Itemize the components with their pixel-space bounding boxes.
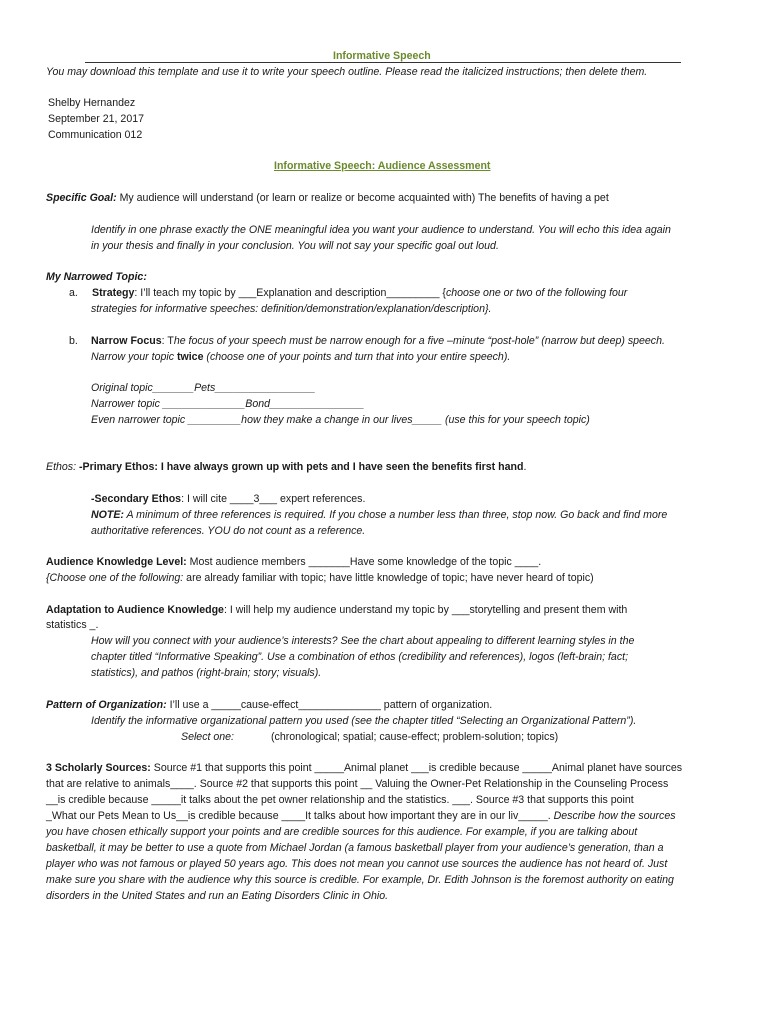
audience-knowledge-options: {Choose one of the following: are already familiar with topic; have little knowledge of topic; have never heard of topic) [46, 572, 594, 584]
sources-note-3: player who was not famous or played 50 years ago. This does not mean you cannot use sources the audience has not heard of. Just [46, 858, 668, 870]
adaptation-label: Adaptation to Audience Knowledge [46, 604, 224, 616]
secondary-ethos-line [91, 491, 365, 507]
audience-knowledge-label: Audience Knowledge Level: [46, 556, 187, 568]
audience-knowledge-text: Most audience members _______Have some knowledge of the topic ____. [186, 556, 542, 568]
sources-note-1: you have chosen ethically support your points and are credible sources for this audience. For example, if you are talking about [46, 826, 638, 838]
pattern-text: I’ll use a _____cause-effect______________ pattern of organization. [166, 699, 493, 711]
specific-goal [46, 190, 609, 206]
document-title: Informative Speech [333, 50, 431, 62]
list-marker-b: b. [69, 335, 78, 347]
primary-ethos: -Primary Ethos: I have always grown up with pets and I have seen the benefits first hand [76, 461, 524, 473]
sources-line-1: 3 Scholarly Sources: Source #1 that supports this point _____Animal planet ___is credible because _____Animal planet have sources [46, 762, 683, 774]
pattern-options: (chronological; spatial; cause-effect; problem-solution; topics) [271, 731, 559, 743]
goal-instruction-line-1: Identify in one phrase exactly the ONE meaningful idea you want your audience to understand. You will echo this idea again [91, 224, 671, 236]
pattern-note: Identify the informative organizational pattern you used (see the chapter titled “Selecting an Organizational Pattern”). [91, 715, 637, 727]
audience-knowledge-line [46, 554, 541, 570]
original-topic: Original topic_______Pets_________________ [91, 382, 316, 394]
strategy-label: Strategy [92, 287, 135, 299]
narrow-focus-label: Narrow Focus [91, 335, 162, 347]
pattern-label: Pattern of Organization: [46, 699, 167, 711]
specific-goal-label: Specific Goal: [46, 192, 117, 204]
adaptation-note-2: chapter titled “Informative Speaking”. Use a combination of ethos (credibility and references), logos (left-brain; fact; [91, 651, 629, 663]
goal-instruction-line-2: in your thesis and finally in your conclusion. You will not say your specific goal out loud. [91, 240, 499, 252]
pattern-line [46, 697, 492, 713]
ethos-label: Ethos: [46, 461, 77, 473]
ethos-note-line-1: NOTE: A minimum of three references is required. If you chose a number less than three, stop now. Go back and find more [91, 509, 668, 521]
adaptation-note-1: How will you connect with your audience’s interests? See the chart about appealing to different learning styles in the [91, 635, 635, 647]
strategy-line [92, 285, 627, 301]
document-date: September 21, 2017 [48, 113, 145, 125]
narrow-focus-note: he focus of your speech must be narrow enough for a five –minute “post-hole” (narrow but deep) speech. [173, 335, 665, 347]
narrow-focus-line-2: Narrow your topic twice (choose one of your points and turn that into your entire speech). [91, 351, 511, 363]
strategy-note: choose one or two of the following four [445, 287, 628, 299]
sources-note-4: make sure you share with the audience why this source is credible. For example, Dr. Edith Johnson is the foremost authority on eating [46, 874, 674, 886]
secondary-ethos-label: -Secondary Ethos [91, 493, 182, 505]
adaptation-note-3: statistics), and pathos (right-brain; story; visuals). [91, 667, 322, 679]
strategy-note-line-2: strategies for informative speeches: definition/demonstration/explanation/description}. [91, 303, 492, 315]
ethos-line: Ethos: -Primary Ethos: I have always grown up with pets and I have seen the benefits first hand. [46, 461, 527, 473]
sources-line-2: that are relative to animals____. Source #2 that supports this point __ Valuing the Owner-Pet Relationship in the Counseling Process [46, 778, 669, 790]
strategy-text: : I’ll teach my topic by ___Explanation and description_________ { [134, 287, 446, 299]
section-subtitle: Informative Speech: Audience Assessment [274, 160, 491, 172]
template-instructions: You may download this template and use it to write your speech outline. Please read the italicized instructions; then delete them. [46, 66, 648, 78]
sources-note-2: basketball, it may be better to use a quote from Michael Jordan (a famous basketball player from your audience’s generation, than a [46, 842, 664, 854]
list-marker-a: a. [69, 287, 78, 299]
adaptation-line-2: statistics _. [46, 619, 99, 631]
adaptation-line [46, 602, 627, 618]
even-narrower-topic: Even narrower topic _________how they make a change in our lives_____ (use this for your speech topic) [91, 414, 590, 426]
title-underline [85, 62, 681, 63]
sources-line-3: __is credible because _____it talks about the pet owner relationship and the statistics. ___. Source #3 that supports this point [46, 794, 634, 806]
narrow-focus-text: : T [161, 335, 174, 347]
secondary-ethos-text: : I will cite ____3___ expert references. [181, 493, 366, 505]
adaptation-text: : I will help my audience understand my topic by ___storytelling and present them with [223, 604, 628, 616]
sources-note-5: disorders in the United States and run an Eating Disorders Clinic in Ohio. [46, 890, 389, 902]
ethos-note-line-2: authoritative references. YOU do not count as a reference. [91, 525, 366, 537]
narrow-focus-line [91, 333, 665, 349]
select-one-label: Select one: [181, 731, 235, 743]
twice-emphasis: twice [176, 351, 204, 363]
sources-line-4: _What our Pets Mean to Us__is credible because ____It talks about how important they are in our liv_____. Describe how the sources [46, 810, 676, 822]
author-name: Shelby Hernandez [48, 97, 136, 109]
narrower-topic: Narrower topic ______________Bond________________ [91, 398, 365, 410]
course-name: Communication 012 [48, 129, 143, 141]
specific-goal-text: My audience will understand (or learn or realize or become acquainted with) The benefits of having a pet [116, 192, 609, 204]
sources-label: 3 Scholarly Sources: [46, 762, 151, 774]
note-label: NOTE: [91, 509, 124, 521]
narrowed-topic-label: My Narrowed Topic: [46, 271, 147, 283]
